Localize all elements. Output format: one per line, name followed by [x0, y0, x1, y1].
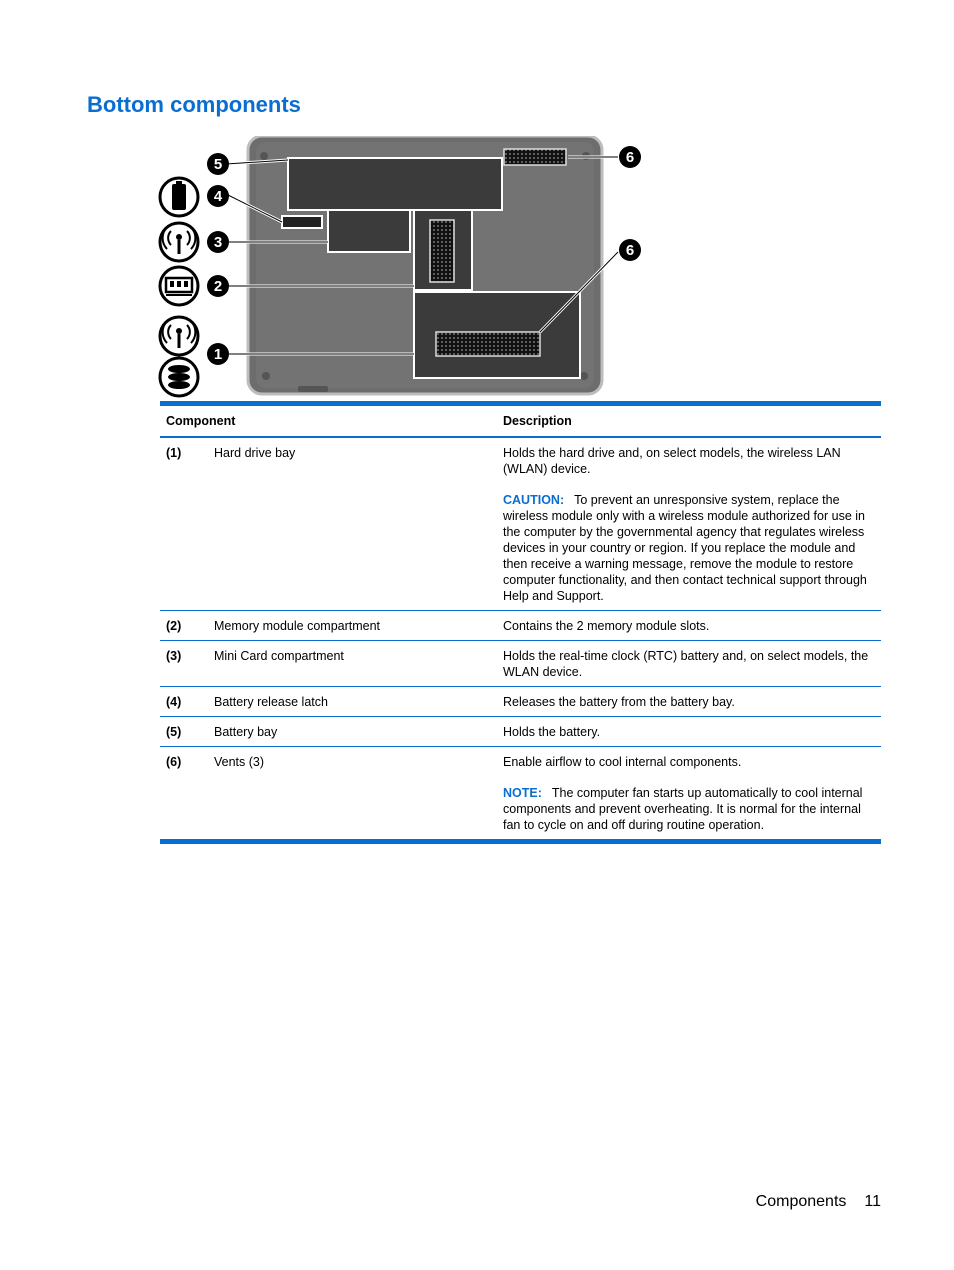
header-description: Description [503, 414, 572, 428]
table-header [160, 406, 881, 438]
mini-card-compartment [328, 210, 410, 252]
svg-text:4: 4 [213, 188, 223, 205]
table-row: (3) Mini Card compartment Holds the real-time clock (RTC) battery and, on select models, the WLAN device. [160, 641, 881, 687]
callout-3 [207, 231, 229, 253]
hard-drive-icon [160, 358, 198, 396]
bottom-view-illustration [156, 136, 646, 398]
memory-icon [160, 267, 198, 305]
table-row: (4) Battery release latch Releases the battery from the battery bay. [160, 687, 881, 717]
table-row: (6) Vents (3) Enable airflow to cool internal components. NOTE: The computer fan starts up automatically to cool internal components and prevent overheating. It is normal for the internal fan to cycle on and off during routine operation. [160, 747, 881, 839]
callout-1 [207, 343, 229, 365]
callout-6-bottom [619, 239, 641, 261]
callout-6-top [619, 146, 641, 168]
callout-5 [207, 153, 229, 175]
svg-text:3: 3 [213, 234, 223, 251]
battery-bay [288, 158, 502, 210]
battery-latch [282, 216, 322, 228]
table-row: (1) Hard drive bay Holds the hard drive and, on select models, the wireless LAN (WLAN) device. CAUTION: To prevent an unresponsive system, replace the wireless module only with a wireless module authorized for use in the computer by the governmental agency that regulates wireless devices in your country or region. If you replace the module and then receive a warning message, remove the module to restore computer functionality, and then contact technical support through Help and Support. [160, 438, 881, 611]
svg-text:6: 6 [625, 242, 635, 259]
callout-4 [207, 185, 229, 207]
callout-2 [207, 275, 229, 297]
wireless-icon [160, 223, 198, 261]
battery-icon [160, 178, 198, 216]
page-title: Bottom components [87, 92, 301, 117]
vent-top [504, 149, 566, 165]
svg-text:5: 5 [213, 156, 223, 173]
page-footer [756, 1193, 881, 1211]
components-table [160, 401, 881, 844]
vent-middle [430, 220, 454, 282]
table-row: (2) Memory module compartment Contains the 2 memory module slots. [160, 611, 881, 641]
svg-text:2: 2 [213, 278, 223, 295]
vent-bottom [436, 332, 540, 356]
header-component: Component [166, 414, 236, 428]
footer-section: Components [755, 1193, 847, 1210]
page-number: 11 [864, 1193, 881, 1210]
svg-text:6: 6 [625, 149, 635, 166]
svg-text:1: 1 [213, 346, 223, 363]
wireless-icon [160, 317, 198, 355]
caution-note: CAUTION: To prevent an unresponsive system, replace the wireless module only with a wireless module authorized for use in the computer by the governmental agency that regulates wireless devices in your country or region. If you replace the module and then receive a warning message, remove the module to restore computer functionality, and then contact technical support through Help and Support. [503, 493, 867, 603]
info-note: NOTE: The computer fan starts up automatically to cool internal components and prevent overheating. It is normal for the internal fan to cycle on and off during routine operation. [503, 786, 863, 832]
table-row: (5) Battery bay Holds the battery. [160, 717, 881, 747]
